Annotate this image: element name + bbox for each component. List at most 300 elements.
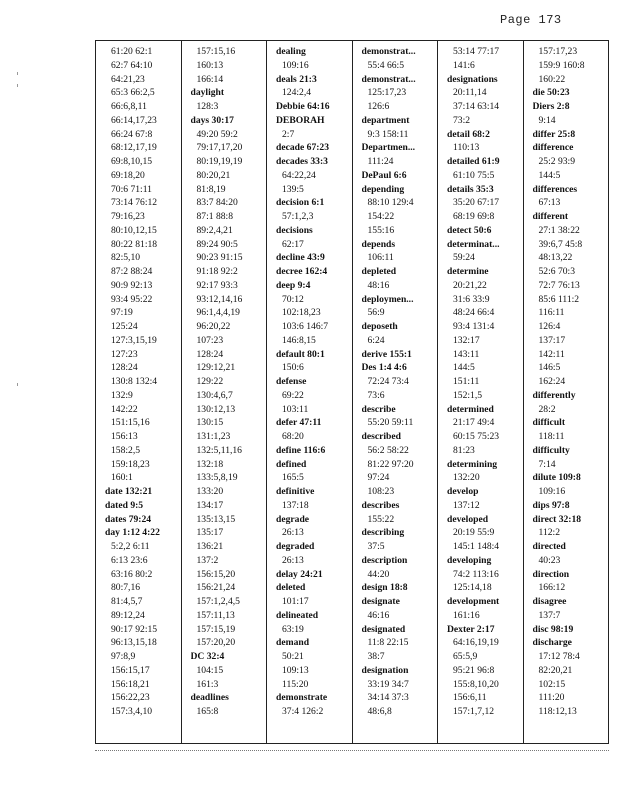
index-reference: 142:11 [538, 348, 565, 360]
index-reference: 134:17 [196, 499, 224, 511]
index-reference: 80:20,21 [196, 169, 231, 181]
index-reference: 132:9 [111, 389, 133, 401]
bottom-rule [95, 750, 609, 751]
index-reference: 26:13 [282, 554, 304, 566]
index-reference: 124:2,4 [282, 87, 312, 99]
index-reference: 103:6 146:7 [282, 321, 329, 332]
index-term: depleted [361, 266, 397, 277]
index-reference: 96:13,15,18 [111, 637, 157, 649]
index-reference: 66:14,17,23 [111, 114, 157, 126]
index-term: days 30:17 [190, 114, 234, 126]
index-term: description [361, 554, 408, 566]
index-reference: 61:10 75:5 [453, 169, 495, 181]
index-reference: 87:1 88:8 [196, 211, 234, 222]
index-reference: 157:20,20 [196, 637, 236, 649]
index-reference: 128:24 [196, 348, 224, 360]
index-term: differ 25:8 [532, 128, 576, 140]
index-reference: 160:22 [538, 73, 566, 85]
index-term: designations [447, 73, 498, 85]
index-term: difference [532, 142, 574, 154]
index-reference: 157:15,19 [196, 623, 236, 635]
index-grid [95, 40, 609, 744]
index-reference: 91:18 92:2 [196, 266, 238, 277]
index-reference: 93:4 95:22 [111, 293, 153, 305]
index-reference: 20:11,14 [453, 87, 487, 99]
index-reference: 89:24 90:5 [196, 238, 238, 250]
index-reference: 68:20 [282, 431, 304, 442]
index-term: detailed 61:9 [447, 156, 500, 167]
index-reference: 116:11 [538, 307, 565, 319]
index-reference: 44:20 [367, 568, 390, 580]
index-reference: 40:23 [538, 554, 561, 566]
index-reference: 65:5,9 [453, 651, 478, 662]
index-term: derive 155:1 [361, 348, 412, 360]
index-term: daylight [190, 87, 225, 99]
index-reference: 33:19 34:7 [367, 678, 409, 690]
index-reference: 102:15 [538, 678, 566, 690]
index-reference: 156:13 [111, 431, 138, 442]
index-reference: 48:6,8 [367, 706, 392, 717]
index-term: details 35:3 [447, 183, 494, 195]
index-reference: 132:5,11,16 [196, 444, 242, 456]
index-reference: 73:2 [453, 114, 471, 126]
index-reference: 165:5 [282, 472, 304, 484]
index-reference: 160:13 [196, 59, 224, 71]
index-reference: 137:17 [538, 334, 566, 346]
index-reference: 89:2,4,21 [196, 224, 233, 236]
index-term: deals 21:3 [276, 73, 317, 85]
index-reference: 80:10,12,15 [111, 224, 157, 236]
index-reference: 20:21,22 [453, 279, 487, 291]
index-reference: 126:4 [538, 321, 561, 332]
index-term: designate [361, 596, 400, 607]
index-reference: 37:4 126:2 [282, 706, 324, 717]
index-reference: 109:16 [282, 59, 309, 71]
index-reference: 155:16 [367, 224, 395, 236]
index-reference: 162:24 [538, 376, 566, 387]
index-reference: 125:14,18 [453, 582, 492, 594]
index-term: deposeth [361, 321, 398, 332]
index-reference: 108:23 [367, 486, 395, 497]
index-reference: 157:3,4,10 [111, 706, 153, 717]
index-reference: 69:8,10,15 [111, 156, 153, 167]
index-reference: 73:14 76:12 [111, 197, 158, 209]
index-reference: 39:6,7 45:8 [538, 238, 583, 250]
index-reference: 48:16 [367, 279, 390, 291]
index-reference: 158:2,5 [111, 444, 141, 456]
index-reference: 56:2 58:22 [367, 444, 409, 456]
index-reference: 125:17,23 [367, 87, 407, 99]
index-reference: 5:2,2 6:11 [111, 541, 150, 552]
index-reference: 102:18,23 [282, 307, 321, 319]
index-reference: 67:13 [538, 197, 561, 209]
index-reference: 156:15,17 [111, 664, 150, 676]
index-term: developing [447, 554, 492, 566]
index-reference: 109:13 [282, 664, 309, 676]
index-term: definitive [276, 486, 315, 497]
index-term: develop [447, 486, 479, 497]
index-reference: 82:5,10 [111, 252, 141, 264]
index-term: Diers 2:8 [532, 101, 570, 112]
index-reference: 7:14 [538, 458, 556, 470]
index-reference: 93:12,14,16 [196, 293, 243, 305]
index-reference: 64:21,23 [111, 73, 145, 85]
index-reference: 107:23 [196, 334, 224, 346]
index-reference: 2:7 [282, 128, 295, 140]
index-reference: 129:12,21 [196, 362, 236, 374]
index-reference: 103:11 [282, 403, 309, 415]
index-reference: 28:2 [538, 403, 556, 415]
index-term: deleted [276, 582, 306, 594]
index-term: difficulty [532, 444, 570, 456]
index-reference: 21:17 49:4 [453, 417, 495, 429]
index-reference: 63:19 [282, 623, 304, 635]
index-reference: 37:5 [367, 541, 385, 552]
index-term: demonstrat... [361, 46, 416, 57]
index-term: directed [532, 541, 566, 552]
index-reference: 80:7,16 [111, 582, 141, 594]
index-term: define 116:6 [276, 444, 326, 456]
index-reference: 156:6,11 [453, 692, 487, 704]
index-term: DC 32:4 [190, 651, 225, 662]
index-reference: 137:12 [453, 499, 480, 511]
index-term: different [532, 211, 569, 222]
index-reference: 128:3 [196, 101, 219, 112]
index-reference: 137:7 [538, 609, 561, 621]
index-reference: 97:19 [111, 307, 133, 319]
index-reference: 157:17,23 [538, 46, 578, 57]
index-term: demand [276, 637, 310, 649]
index-reference: 106:11 [367, 252, 394, 264]
index-reference: 159:9 160:8 [538, 59, 585, 71]
index-term: differently [532, 389, 576, 401]
index-reference: 63:16 80:2 [111, 568, 153, 580]
index-term: degraded [276, 541, 315, 552]
index-term: detect 50:6 [447, 224, 492, 236]
index-reference: 161:3 [196, 678, 219, 690]
index-reference: 133:20 [196, 486, 224, 497]
index-term: differences [532, 183, 578, 195]
index-term: development [447, 596, 500, 607]
index-reference: 90:9 92:13 [111, 279, 153, 291]
index-reference: 59:24 [453, 252, 475, 264]
index-reference: 130:4,6,7 [196, 389, 233, 401]
index-term: describes [361, 499, 400, 511]
scan-speck [17, 383, 18, 386]
index-reference: 81:8,19 [196, 183, 226, 195]
index-reference: 80:22 81:18 [111, 238, 158, 250]
index-column-1 [96, 41, 182, 743]
index-reference: 48:24 66:4 [453, 307, 495, 319]
index-reference: 92:17 93:3 [196, 279, 238, 291]
index-term: defense [276, 376, 307, 387]
index-reference: 156:22,23 [111, 692, 150, 704]
index-reference: 62:17 [282, 238, 304, 250]
index-reference: 157:11,13 [196, 609, 235, 621]
index-reference: 135:17 [196, 527, 224, 539]
index-reference: 111:20 [538, 692, 565, 704]
index-reference: 159:18,23 [111, 458, 150, 470]
index-reference: 128:24 [111, 362, 138, 374]
index-reference: 81:23 [453, 444, 475, 456]
index-reference: 82:20,21 [538, 664, 573, 676]
index-term: defer 47:11 [276, 417, 322, 429]
index-reference: 68:19 69:8 [453, 211, 495, 222]
index-reference: 55:4 66:5 [367, 59, 405, 71]
index-reference: 157:15,16 [196, 46, 236, 57]
index-reference: 155:8,10,20 [453, 678, 499, 690]
index-term: decree 162:4 [276, 266, 328, 277]
index-reference: 96:1,4,4,19 [196, 307, 240, 319]
index-reference: 11:8 22:15 [367, 637, 409, 649]
index-reference: 139:5 [282, 183, 304, 195]
index-reference: 37:14 63:14 [453, 101, 500, 112]
index-reference: 6:24 [367, 334, 385, 346]
index-reference: 55:20 59:11 [367, 417, 414, 429]
index-reference: 129:22 [196, 376, 224, 387]
index-reference: 6:13 23:6 [111, 554, 148, 566]
index-reference: 66:24 67:8 [111, 128, 153, 140]
index-reference: 166:14 [196, 73, 224, 85]
index-reference: 118:11 [538, 431, 565, 442]
index-term: defined [276, 458, 307, 470]
index-term: describing [361, 527, 405, 539]
index-term: decline 43:9 [276, 252, 325, 264]
index-reference: 161:16 [453, 609, 480, 621]
index-reference: 157:1,7,12 [453, 706, 495, 717]
index-term: decision 6:1 [276, 197, 325, 209]
index-reference: 69:22 [282, 389, 304, 401]
index-reference: 73:6 [367, 389, 385, 401]
index-reference: 118:12,13 [538, 706, 577, 717]
index-term: designation [361, 664, 409, 676]
index-reference: 64:22,24 [282, 169, 316, 181]
index-term: direct 32:18 [532, 513, 582, 525]
index-term: deploymen... [361, 293, 414, 305]
index-reference: 112:2 [538, 527, 560, 539]
index-reference: 146:8,15 [282, 334, 316, 346]
index-reference: 150:6 [282, 362, 304, 374]
index-term: disc 98:19 [532, 623, 574, 635]
index-term: determinat... [447, 238, 500, 250]
index-term: decade 67:23 [276, 142, 330, 154]
index-term: determine [447, 266, 489, 277]
index-reference: 87:2 88:24 [111, 266, 153, 277]
index-reference: 127:23 [111, 348, 138, 360]
index-reference: 52:6 70:3 [538, 266, 576, 277]
index-term: discharge [532, 637, 572, 649]
index-reference: 143:11 [453, 348, 480, 360]
index-reference: 165:8 [196, 706, 219, 717]
index-reference: 127:3,15,19 [111, 334, 157, 346]
index-term: decisions [276, 224, 313, 236]
index-reference: 93:4 131:4 [453, 321, 495, 332]
index-term: deep 9:4 [276, 279, 311, 291]
index-reference: 60:15 75:23 [453, 431, 500, 442]
index-reference: 137:2 [196, 554, 219, 566]
index-reference: 89:12,24 [111, 609, 145, 621]
index-term: determined [447, 403, 494, 415]
index-column-6 [524, 41, 609, 743]
index-term: disagree [532, 596, 567, 607]
index-reference: 111:24 [367, 156, 394, 167]
index-term: depending [361, 183, 405, 195]
index-reference: 56:9 [367, 307, 385, 319]
index-reference: 69:18,20 [111, 169, 145, 181]
index-reference: 83:7 84:20 [196, 197, 238, 209]
index-reference: 132:18 [196, 458, 224, 470]
page-number: Page 173 [500, 13, 562, 27]
index-reference: 49:20 59:2 [196, 128, 238, 140]
index-term: describe [361, 403, 396, 415]
index-reference: 95:21 96:8 [453, 664, 495, 676]
index-reference: 156:21,24 [196, 582, 236, 594]
index-reference: 166:12 [538, 582, 566, 594]
index-reference: 131:1,23 [196, 431, 231, 442]
index-reference: 46:16 [367, 609, 390, 621]
index-reference: 154:22 [367, 211, 395, 222]
index-term: developed [447, 513, 489, 525]
index-reference: 70:6 71:11 [111, 183, 152, 195]
index-term: determining [447, 458, 498, 470]
index-reference: 74:2 113:16 [453, 568, 499, 580]
index-term: dated 9:5 [105, 499, 144, 511]
index-reference: 79:16,23 [111, 211, 145, 222]
index-reference: 25:2 93:9 [538, 156, 576, 167]
index-term: DEBORAH [276, 114, 325, 126]
index-reference: 104:15 [196, 664, 224, 676]
index-reference: 160:1 [111, 472, 133, 484]
index-term: dilute 109:8 [532, 472, 581, 484]
index-reference: 132:20 [453, 472, 480, 484]
index-reference: 130:15 [196, 417, 224, 429]
index-reference: 72:24 73:4 [367, 376, 409, 387]
index-reference: 97:24 [367, 472, 390, 484]
index-term: day 1:12 4:22 [105, 527, 160, 539]
index-reference: 85:6 111:2 [538, 293, 580, 305]
index-reference: 81:4,5,7 [111, 596, 143, 607]
index-column-4 [353, 41, 439, 743]
index-reference: 156:15,20 [196, 568, 236, 580]
index-reference: 72:7 76:13 [538, 279, 580, 291]
index-term: decades 33:3 [276, 156, 328, 167]
index-reference: 109:16 [538, 486, 566, 497]
index-reference: 151:15,16 [111, 417, 150, 429]
index-reference: 101:17 [282, 596, 309, 607]
index-reference: 156:18,21 [111, 678, 150, 690]
index-term: date 132:21 [105, 486, 153, 497]
index-reference: 142:22 [111, 403, 138, 415]
index-term: detail 68:2 [447, 128, 490, 140]
index-column-3 [267, 41, 353, 743]
index-reference: 145:1 148:4 [453, 541, 500, 552]
index-reference: 80:19,19,19 [196, 156, 243, 167]
index-reference: 126:6 [367, 101, 390, 112]
index-reference: 68:12,17,19 [111, 142, 157, 154]
index-term: demonstrate [276, 692, 328, 704]
index-reference: 81:22 97:20 [367, 458, 414, 470]
index-reference: 130:12,13 [196, 403, 236, 415]
index-term: DePaul 6:6 [361, 169, 407, 181]
index-reference: 53:14 77:17 [453, 46, 500, 57]
scan-speck [17, 84, 18, 87]
index-term: dates 79:24 [105, 513, 152, 525]
index-reference: 20:19 55:9 [453, 527, 495, 539]
index-term: dealing [276, 46, 306, 57]
index-reference: 137:18 [282, 499, 309, 511]
index-term: delay 24:21 [276, 568, 323, 580]
index-reference: 115:20 [282, 678, 309, 690]
index-reference: 90:17 92:15 [111, 623, 158, 635]
index-term: Departmen... [361, 142, 416, 154]
index-reference: 110:13 [453, 142, 480, 154]
index-term: delineated [276, 609, 319, 621]
index-reference: 38:7 [367, 651, 385, 662]
index-reference: 70:12 [282, 293, 304, 305]
index-reference: 34:14 37:3 [367, 692, 409, 704]
index-term: deadlines [190, 692, 229, 704]
index-term: described [361, 431, 401, 442]
index-reference: 64:16,19,19 [453, 637, 499, 649]
index-term: difficult [532, 417, 566, 429]
index-column-2 [182, 41, 268, 743]
index-reference: 9:3 158:11 [367, 128, 409, 140]
index-term: Dexter 2:17 [447, 623, 495, 635]
index-reference: 27:1 38:22 [538, 224, 580, 236]
index-reference: 62:7 64:10 [111, 59, 153, 71]
index-reference: 157:1,2,4,5 [196, 596, 240, 607]
index-term: designated [361, 623, 406, 635]
index-reference: 146:5 [538, 362, 561, 374]
index-reference: 97:8,9 [111, 651, 136, 662]
index-reference: 155:22 [367, 513, 395, 525]
index-reference: 136:21 [196, 541, 224, 552]
index-term: die 50:23 [532, 87, 570, 99]
index-term: Debbie 64:16 [276, 101, 330, 112]
index-reference: 133:5,8,19 [196, 472, 238, 484]
index-term: degrade [276, 513, 310, 525]
index-reference: 26:13 [282, 527, 304, 539]
index-term: Des 1:4 4:6 [361, 362, 407, 374]
index-term: department [361, 114, 410, 126]
scan-speck [17, 72, 18, 75]
index-reference: 130:8 132:4 [111, 376, 158, 387]
index-term: default 80:1 [276, 348, 325, 360]
index-reference: 151:11 [453, 376, 480, 387]
index-reference: 152:1,5 [453, 389, 483, 401]
index-term: demonstrat... [361, 73, 416, 85]
index-reference: 141:6 [453, 59, 475, 71]
index-reference: 144:5 [453, 362, 475, 374]
index-reference: 135:13,15 [196, 513, 236, 525]
index-reference: 88:10 129:4 [367, 197, 414, 209]
index-reference: 90:23 91:15 [196, 252, 243, 264]
index-reference: 17:12 78:4 [538, 651, 580, 662]
index-term: design 18:8 [361, 582, 408, 594]
index-reference: 96:20,22 [196, 321, 231, 332]
index-term: dips 97:8 [532, 499, 570, 511]
index-column-5 [438, 41, 524, 743]
index-reference: 35:20 67:17 [453, 197, 500, 209]
index-reference: 9:14 [538, 114, 556, 126]
index-reference: 66:6,8,11 [111, 101, 147, 112]
index-reference: 57:1,2,3 [282, 211, 314, 222]
index-reference: 48:13,22 [538, 252, 573, 264]
index-reference: 50:21 [282, 651, 304, 662]
index-reference: 144:5 [538, 169, 561, 181]
index-term: direction [532, 568, 570, 580]
index-reference: 132:17 [453, 334, 480, 346]
